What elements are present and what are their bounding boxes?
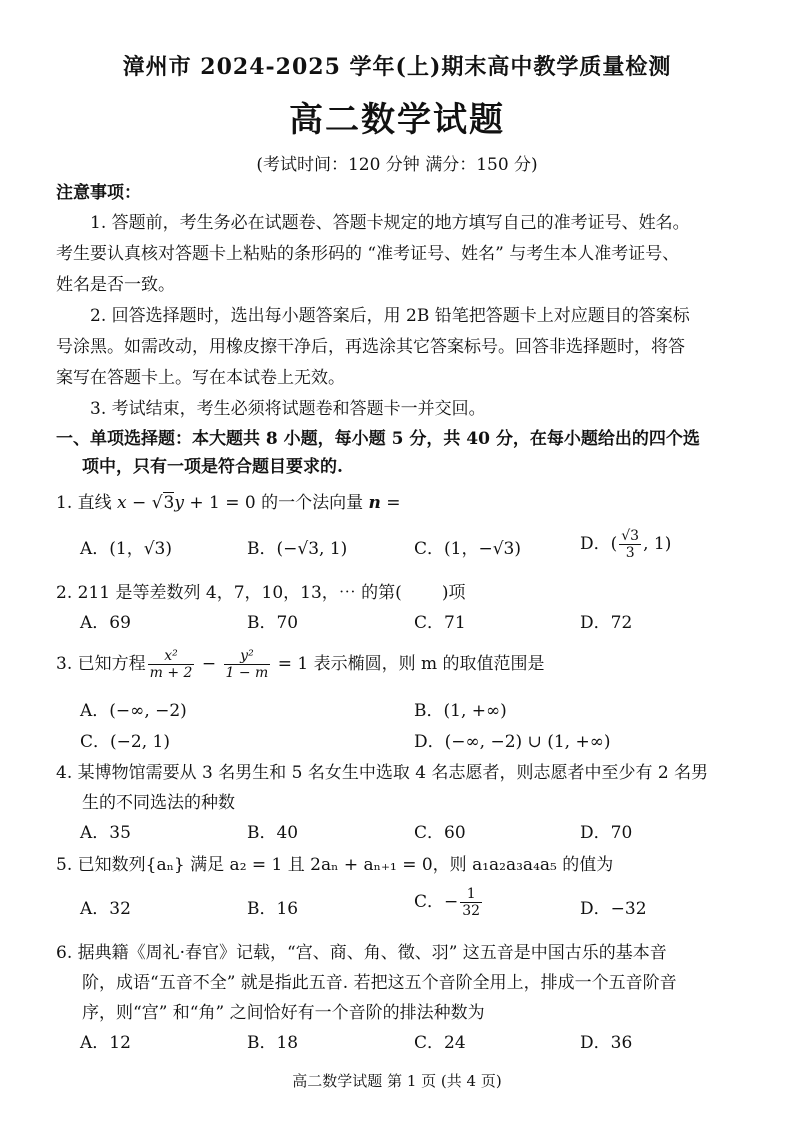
option-a[interactable]: A．69 — [80, 613, 131, 633]
exam-title: 高二数学试题 — [289, 100, 505, 140]
option-d[interactable]: D．(−∞, −2) ∪ (1, +∞) — [414, 732, 611, 752]
question-3-stem: 3. 已知方程 $\frac{\text{x²}}{m + 2}$ − $\frac{\text{y²}}{1 - m}$ = 1 表示椭圆，则 m 的取值范围是 — [56, 648, 545, 681]
option-d[interactable]: D．72 — [580, 613, 633, 633]
section-heading: 项中，只有一项是符合题目要求的. — [82, 457, 343, 477]
fraction: $\frac{√3}{3}$ — [621, 528, 640, 561]
option-c[interactable]: C．24 — [414, 1033, 466, 1053]
option-b[interactable]: B．(1, +∞) — [414, 701, 507, 721]
question-4-stem: 4. 某博物馆需要从 3 名男生和 5 名女生中选取 4 名志愿者，则志愿者中至少有 2 名男 — [56, 763, 709, 783]
option-a[interactable]: A．(1，√3) — [80, 539, 173, 559]
notice-line: 2. 回答选择题时，选出每小题答案后，用 2B 铅笔把答题卡上对应题目的答案标 — [90, 306, 690, 326]
fraction: $\frac{\text{x²}}{m + 2}$ — [149, 648, 193, 681]
notice-line: 1. 答题前，考生务必在试题卷、答题卡规定的地方填写自己的准考证号、姓名。 — [90, 213, 690, 233]
notice-line: 姓名是否一致。 — [56, 275, 175, 295]
fraction: $\frac{1}{32}$ — [462, 886, 481, 919]
option-d[interactable]: D．−32 — [580, 899, 647, 919]
option-b[interactable]: B．70 — [247, 613, 299, 633]
section-heading: 一、单项选择题：本大题共 8 小题，每小题 5 分，共 40 分，在每小题给出的四个选 — [56, 429, 700, 449]
option-d[interactable]: D．70 — [580, 823, 633, 843]
option-c[interactable]: C．(1，−√3) — [414, 539, 521, 559]
option-c[interactable]: C．− $\frac{1}{32}$ — [414, 886, 481, 919]
question-2-stem: 2. 211 是等差数列 4，7，10，13，⋯ 的第( )项 — [56, 583, 466, 603]
question-6-stem: 6. 据典籍《周礼·春官》记载，“宫、商、角、徵、羽” 这五音是中国古乐的基本音 — [56, 943, 667, 963]
notice-line: 3. 考试结束，考生必须将试题卷和答题卡一并交回。 — [90, 399, 486, 419]
option-a[interactable]: A．(−∞, −2) — [80, 701, 187, 721]
option-b[interactable]: B．40 — [247, 823, 299, 843]
option-a[interactable]: A．12 — [80, 1033, 131, 1053]
question-number: 1. — [56, 493, 73, 513]
option-a[interactable]: A．32 — [80, 899, 131, 919]
question-6-stem: 阶，成语“五音不全” 就是指此五音. 若把这五个音阶全用上，排成一个五音阶音 — [82, 973, 677, 993]
option-b[interactable]: B．18 — [247, 1033, 299, 1053]
question-5-stem: 5. 已知数列{aₙ} 满足 a₂ = 1 且 2aₙ + aₙ₊₁ = 0，则 a₁a₂a₃a₄a₅ 的值为 — [56, 855, 614, 875]
notice-line: 案写在答题卡上。写在本试卷上无效。 — [56, 368, 345, 388]
exam-header: 漳州市 2024-2025 学年(上)期末高中教学质量检测 — [122, 54, 672, 80]
question-4-stem: 生的不同选法的种数 — [82, 793, 235, 813]
page-footer: 高二数学试题 第 1 页 (共 4 页) — [292, 1072, 502, 1090]
notice-line: 号涂黑。如需改动，用橡皮擦干净后，再选涂其它答案标号。回答非选择题时，将答 — [56, 337, 685, 357]
exam-info: (考试时间：120 分钟 满分：150 分) — [256, 155, 538, 175]
question-6-stem: 序，则“宫” 和“角” 之间恰好有一个音阶的排法种数为 — [82, 1003, 485, 1023]
fraction: $\frac{\text{y²}}{1 - m}$ — [225, 648, 269, 681]
notice-line: 考生要认真核对答题卡上粘贴的条形码的 “准考证号、姓名” 与考生本人准考证号、 — [56, 244, 680, 264]
option-c[interactable]: C．60 — [414, 823, 466, 843]
option-c[interactable]: C．71 — [414, 613, 466, 633]
question-1-stem: 1. 直线 x − √3y + 1 = 0 的一个法向量 n = — [56, 493, 401, 513]
option-a[interactable]: A．35 — [80, 823, 131, 843]
notice-heading: 注意事项： — [56, 183, 141, 203]
option-b[interactable]: B．16 — [247, 899, 299, 919]
option-b[interactable]: B．(−√3, 1) — [247, 539, 348, 559]
option-d[interactable]: D．36 — [580, 1033, 633, 1053]
option-d[interactable]: D．( $\frac{√3}{3}$ , 1) — [580, 528, 672, 561]
option-c[interactable]: C．(−2, 1) — [80, 732, 170, 752]
